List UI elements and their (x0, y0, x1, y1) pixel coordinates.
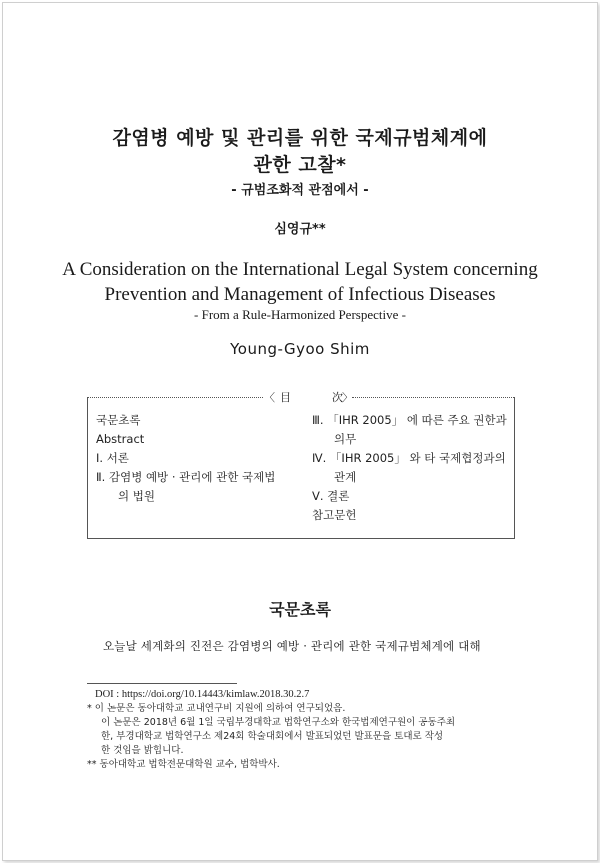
toc-item-introduction: Ⅰ. 서론 (96, 451, 129, 465)
footnote-1-cont-3: 한 것임을 밝힙니다. (101, 745, 184, 756)
footnotes (87, 688, 517, 772)
toc-item-korean-abstract: 국문초록 (96, 413, 141, 427)
toc-item-sources-of-law: Ⅱ. 감염병 예방 · 관리에 관한 국제법 (96, 470, 276, 484)
footnote-2: ** 동아대학교 법학전문대학원 교수, 법학박사. (87, 759, 280, 770)
section-heading-korean-abstract: 국문초록 (269, 600, 331, 619)
korean-title-line-1: 감염병 예방 및 관리를 위한 국제규범체계에 (112, 127, 488, 149)
toc-bracket-left: 〈 (264, 391, 275, 404)
toc-item-ihr-relations: Ⅳ. 「IHR 2005」 와 타 국제협정과의 (312, 451, 506, 465)
korean-author: 심영규** (274, 222, 326, 237)
english-title-line-1: A Consideration on the International Legal System concerning (62, 259, 538, 280)
toc-item-references: 참고문헌 (312, 508, 357, 522)
toc-item-sources-of-law-cont: 의 법원 (118, 489, 155, 503)
english-subtitle: - From a Rule-Harmonized Perspective - (194, 307, 406, 322)
toc-right-column (312, 411, 512, 525)
toc-left-column (96, 411, 306, 506)
footnote-doi: DOI : https://doi.org/10.14443/kimlaw.2018.30.2.7 (95, 689, 310, 700)
toc-heading-char-2: 次 (332, 391, 343, 404)
toc-item-conclusion: Ⅴ. 결론 (312, 489, 350, 503)
toc-bracket-right: 〉 (342, 391, 353, 404)
footnote-rule (87, 683, 237, 684)
footnote-1-cont-2: 한, 부경대학교 법학연구소 제24회 학술대회에서 발표되었던 발표문을 토대로 작성 (101, 731, 444, 742)
english-title-line-2: Prevention and Management of Infectious Diseases (104, 284, 496, 305)
toc-heading-char-1: 目 (280, 391, 291, 404)
footnote-1-cont-1: 이 논문은 2018년 6월 1일 국립부경대학교 법학연구소와 한국법제연구원이 공동주최 (101, 717, 456, 728)
korean-subtitle: - 규범조화적 관점에서 - (231, 183, 369, 198)
toc-item-abstract: Abstract (96, 432, 145, 446)
footnote-1: * 이 논문은 동아대학교 교내연구비 지원에 의하여 연구되었음. (87, 703, 346, 714)
abstract-body-text: 오늘날 세계화의 진전은 감염병의 예방 · 관리에 관한 국제규범체계에 대해 (103, 639, 481, 653)
toc-item-ihr-powers: Ⅲ. 「IHR 2005」 에 따른 주요 권한과 (312, 413, 507, 427)
korean-title-line-2: 관한 고찰* (253, 154, 347, 176)
english-author: Young-Gyoo Shim (230, 340, 370, 358)
toc-item-ihr-powers-cont: 의무 (334, 432, 357, 446)
toc-item-ihr-relations-cont: 관계 (334, 470, 357, 484)
